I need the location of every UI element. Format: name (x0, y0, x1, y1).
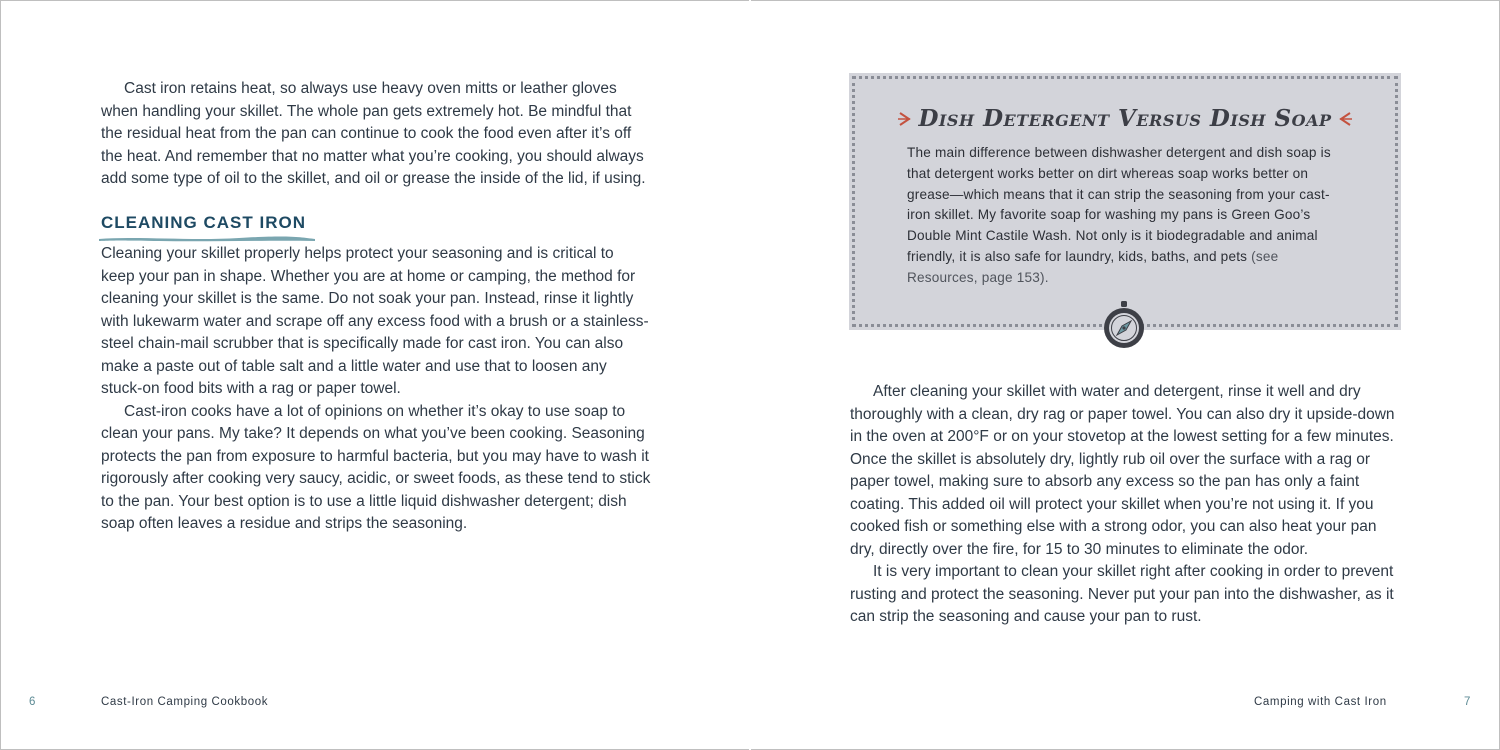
section-heading: CLEANING CAST IRON (101, 212, 306, 232)
page-number-left: 6 (29, 696, 36, 708)
cleaning-paragraph-2: Cast-iron cooks have a lot of opinions on whether it’s okay to use soap to clean your pans. My take? It depends on what you’ve been cooking. Seasoning protects the pan from exposure to harmful bacteria, but you may have to wash it rigorously after cooking very saucy, acidic, or sweet foods, as these tend to stick to the pan. Your best option is to use a little liquid dishwasher detergent; dish soap often leaves a residue and strips the seasoning. (101, 402, 651, 532)
right-page (751, 0, 1500, 750)
sidebar-box (849, 73, 1401, 330)
page-number-right: 7 (1464, 696, 1471, 708)
running-title-left: Cast-Iron Camping Cookbook (101, 696, 269, 708)
drying-paragraph: After cleaning your skillet with water and detergent, rinse it well and dry thoroughly with a clean, dry rag or paper towel. You can also dry it upside-down in the oven at 200°F or on your stovetop at the lowest setting for a few minutes. Once the skillet is absolutely dry, lightly rub oil over the surface with a rag or paper towel, making sure to absorb any excess so the pan has only a faint coating. This added oil will protect your skillet when you’re not using it. If you cooked fish or something else with a strong odor, you can also heat your pan dry, directly over the fire, for 15 to 30 minutes to eliminate the odor. (850, 383, 1395, 558)
sidebar-body (907, 143, 1349, 289)
section-heading-block (101, 212, 651, 235)
left-text-column (101, 78, 651, 536)
sidebar-body-text: The main difference between dishwasher detergent and dish soap is that detergent works better on dirt whereas soap works better on grease—which means that it can strip the seasoning from your cast-iron skillet. My favorite soap for washing my pans is Green Goo’s Double Mint Castile Wash. Not only is it biodegradable and animal friendly, it is also safe for laundry, kids, baths, and pets (907, 145, 1331, 264)
running-title-right: Camping with Cast Iron (1254, 696, 1387, 708)
brush-underline (99, 234, 315, 242)
arrow-ornament-left-icon (898, 110, 912, 128)
compass-icon (1102, 301, 1146, 351)
left-page (0, 0, 749, 750)
cleaning-paragraph-1: Cleaning your skillet properly helps protect your seasoning and is critical to keep your pan in shape. Whether you are at home or camping, the method for cleaning your skillet is the same. Do not soak your pan. Instead, rinse it lightly with lukewarm water and scrape off any excess food with a brush or a stainless-steel chain-mail scrubber that is specifically made for cast iron. You can also make a paste out of table salt and a little water and use that to loosen any stuck-on food bits with a rag or paper towel. (101, 245, 649, 397)
intro-paragraph: Cast iron retains heat, so always use heavy oven mitts or leather gloves when handling your skillet. The whole pan gets extremely hot. Be mindful that the residual heat from the pan can continue to cook the food even after it’s off the heat. And remember that no matter what you’re cooking, you should always add some type of oil to the skillet, and oil or grease the inside of the lid, if using. (101, 80, 646, 187)
sidebar-reference: (see Resources, page 153). (907, 248, 1279, 285)
right-text-column (850, 381, 1400, 629)
importance-paragraph: It is very important to clean your skillet right after cooking in order to prevent rusting and protect the seasoning. Never put your pan into the dishwasher, as it can strip the seasoning and cause your pan to rust. (850, 563, 1394, 625)
arrow-ornament-right-icon (1338, 110, 1352, 128)
sidebar-title: Dish Detergent Versus Dish Soap (918, 105, 1332, 132)
sidebar-title-row (849, 105, 1401, 132)
